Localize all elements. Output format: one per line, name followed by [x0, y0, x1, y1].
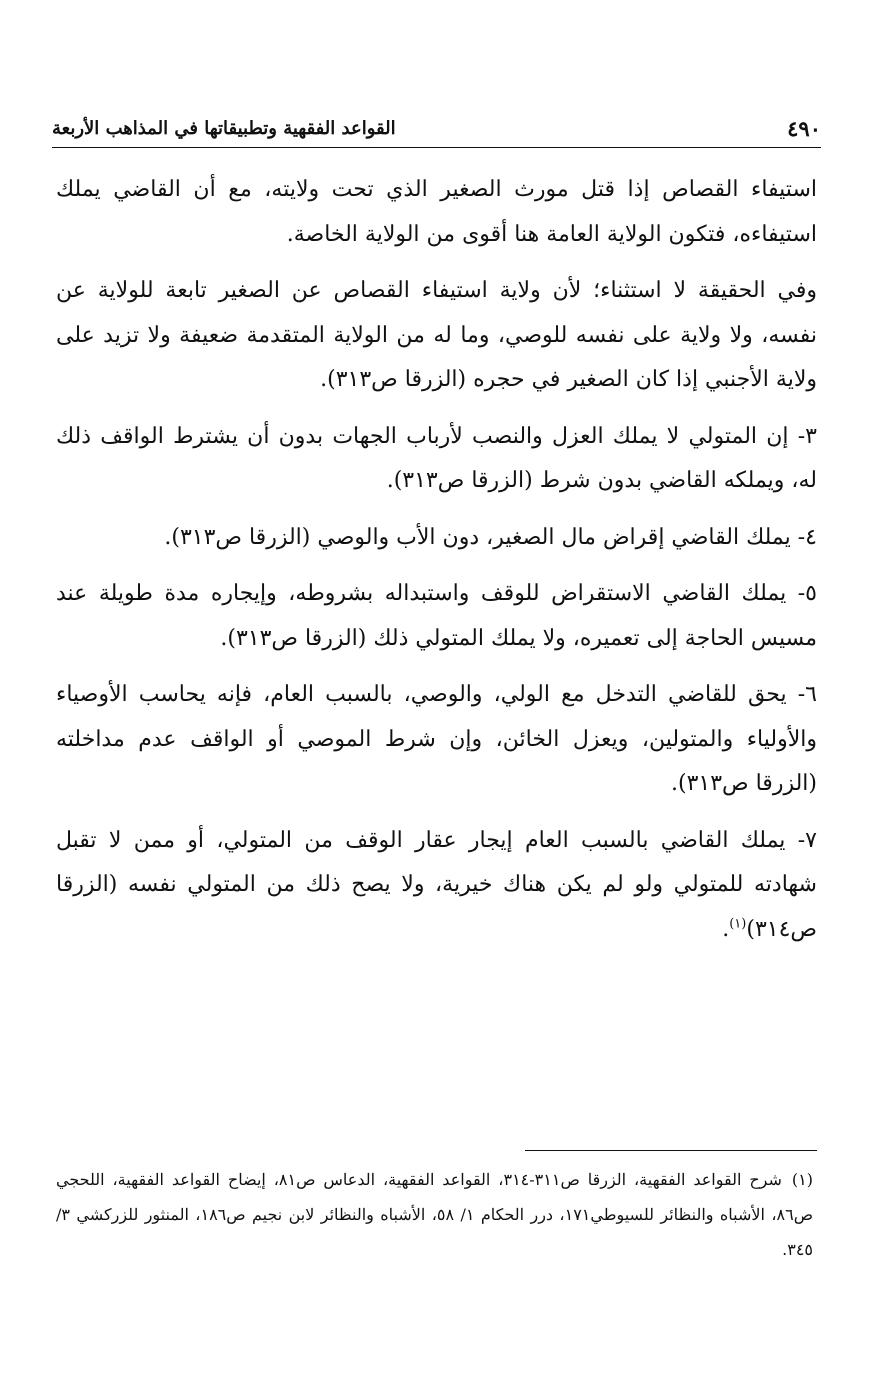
paragraph: وفي الحقيقة لا استثناء؛ لأن ولاية استيفاء القصاص عن الصغير تابعة للولاية عن نفسه، ولا ولاية على نفسه للوصي، وما له من الولاية المتقدمة ضعيفة ولا تزيد على ولاية الأجنبي إذا كان الصغير في حجره (الزرقا ص٣١٣). [56, 278, 817, 392]
paragraph: ٦- يحق للقاضي التدخل مع الولي، والوصي، بالسبب العام، فإنه يحاسب الأوصياء والأولياء والمتولين، ويعزل الخائن، وإن شرط الموصي أو الواقف عدم مداخلته (الزرقا ص٣١٣). [56, 682, 817, 796]
page-number: ٤٩٠ [787, 115, 821, 141]
footnote-text: شرح القواعد الفقهية، الزرقا ص٣١١-٣١٤، القواعد الفقهية، الدعاس ص٨١، إيضاح القواعد الفقهية، اللحجي ص٨٦، الأشباه والنظائر للسيوطي١٧١، درر الحكام ١/ ٥٨، الأشباه والنظائر لابن نجيم ص١٨٦، المنثور للزركشي ٣/ ٣٤٥. [56, 1170, 814, 1259]
paragraph-with-footnote [56, 819, 817, 953]
footnote-divider [525, 1150, 817, 1151]
paragraph: ٤- يملك القاضي إقراض مال الصغير، دون الأب والوصي (الزرقا ص٣١٣). [164, 524, 817, 550]
paragraph: ٥- يملك القاضي الاستقراض للوقف واستبداله بشروطه، وإيجاره مدة طويلة عند مسيس الحاجة إلى تعميره، ولا يملك المتولي ذلك (الزرقا ص٣١٣). [56, 581, 817, 651]
paragraph: استيفاء القصاص إذا قتل مورث الصغير الذي تحت ولايته، مع أن القاضي يملك استيفاءه، فتكون الولاية العامة هنا أقوى من الولاية الخاصة. [56, 177, 817, 247]
running-title: القواعد الفقهية وتطبيقاتها في المذاهب الأربعة [52, 117, 396, 139]
footnote-reference[interactable]: (١) [729, 916, 747, 932]
paragraph-end-mark: . [722, 916, 730, 942]
main-text [56, 168, 817, 964]
paragraph-text: ٧- يملك القاضي بالسبب العام إيجار عقار الوقف من المتولي، أو ممن لا تقبل شهادته للمتولي ولو لم يكن هناك خيرية، ولا يصح ذلك من المتولي نفسه (الزرقا ص٣١٤) [56, 827, 817, 942]
page-header [52, 110, 821, 146]
footnote-marker: (١) [791, 1170, 814, 1189]
footnote-item [56, 1162, 813, 1267]
footnotes [56, 1162, 813, 1267]
header-divider [52, 147, 821, 148]
paragraph: ٣- إن المتولي لا يملك العزل والنصب لأرباب الجهات بدون أن يشترط الواقف ذلك له، ويملكه القاضي بدون شرط (الزرقا ص٣١٣). [56, 423, 817, 493]
